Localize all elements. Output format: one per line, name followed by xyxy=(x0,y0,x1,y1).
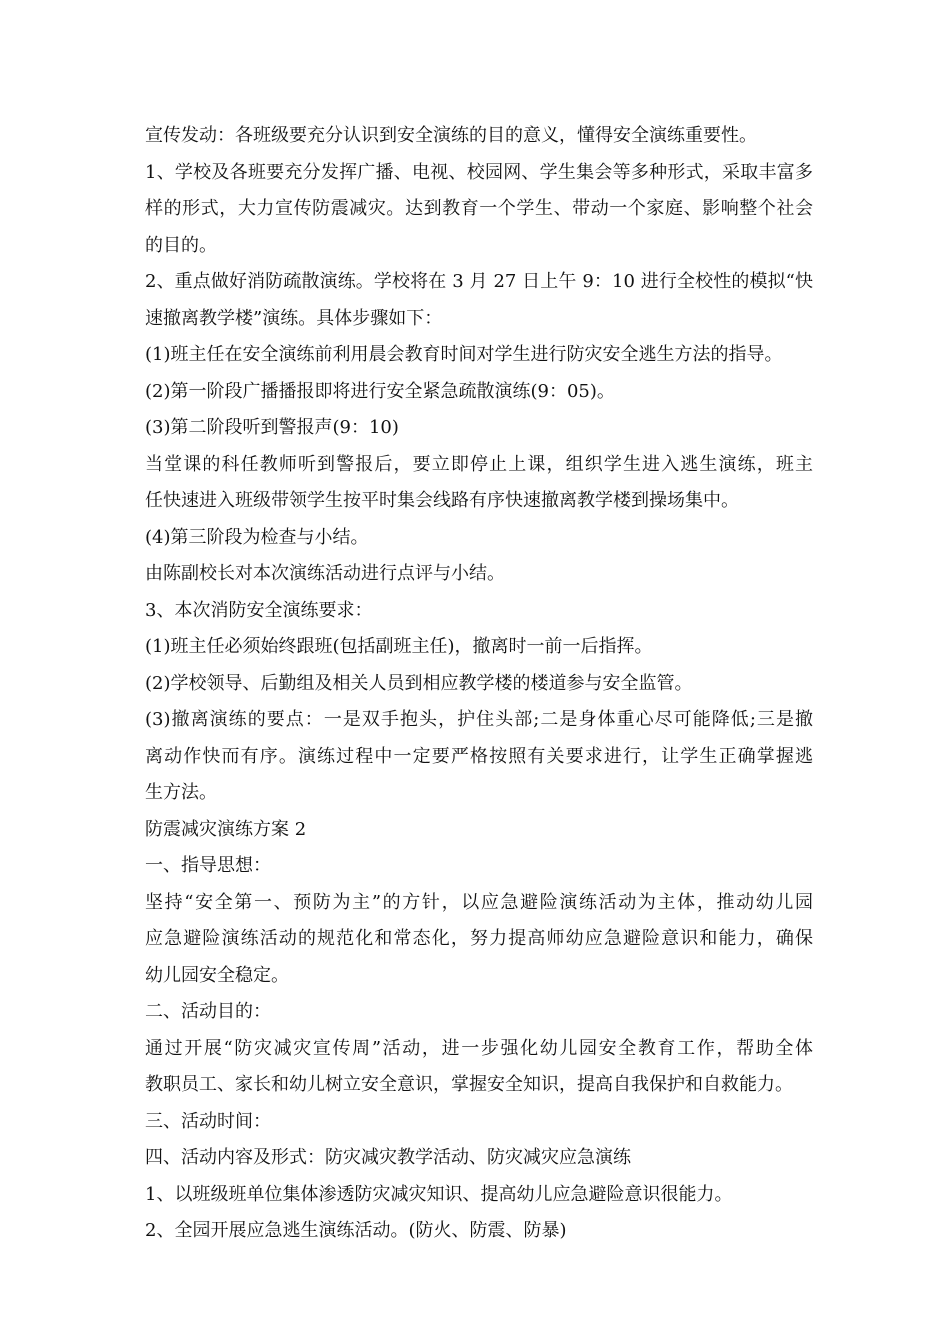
paragraph-line: 当堂课的科任教师听到警报后，要立即停止上课，组织学生进入逃生演练，班主 xyxy=(145,453,813,475)
paragraph-line: 幼儿园安全稳定。 xyxy=(145,964,289,986)
paragraph-line: 1、以班级班单位集体渗透防灾减灾知识、提高幼儿应急避险意识很能力。 xyxy=(145,1183,733,1205)
section-heading: 一、指导思想： xyxy=(145,855,271,876)
paragraph-line: (2)学校领导、后勤组及相关人员到相应教学楼的楼道参与安全监管。 xyxy=(145,672,693,694)
section-heading: 3、本次消防安全演练要求： xyxy=(145,599,373,621)
paragraph-line: (3)撤离演练的要点：一是双手抱头，护住头部;二是身体重心尽可能降低;三是撤 xyxy=(145,709,813,730)
paragraph-line: 任快速进入班级带领学生按平时集会线路有序快速撤离教学楼到操场集中。 xyxy=(145,490,739,511)
paragraph-line: 的目的。 xyxy=(145,234,217,256)
paragraph-line: 样的形式，大力宣传防震减灾。达到教育一个学生、带动一个家庭、影响整个社会 xyxy=(145,198,813,219)
paragraph-line: (1)班主任在安全演练前利用晨会教育时间对学生进行防灾安全逃生方法的指导。 xyxy=(145,344,783,365)
paragraph-line: 教职员工、家长和幼儿树立安全意识，掌握安全知识，提高自我保护和自救能力。 xyxy=(145,1074,793,1095)
section-heading: 四、活动内容及形式：防灾减灾教学活动、防灾减灾应急演练 xyxy=(145,1147,631,1168)
paragraph-line: 坚持“安全第一、预防为主”的方针，以应急避险演练活动为主体，推动幼儿园 xyxy=(145,891,813,913)
paragraph-line: (4)第三阶段为检查与小结。 xyxy=(145,526,369,548)
paragraph-line: 速撤离教学楼”演练。具体步骤如下： xyxy=(145,307,443,329)
paragraph-line: (2)第一阶段广播播报即将进行安全紧急疏散演练(9：05)。 xyxy=(145,380,615,402)
paragraph-line: 生方法。 xyxy=(145,782,217,803)
paragraph-line: (1)班主任必须始终跟班(包括副班主任)，撤离时一前一后指挥。 xyxy=(145,636,653,657)
section-heading: 三、活动时间： xyxy=(145,1110,271,1132)
paragraph-line: 2、重点做好消防疏散演练。学校将在 3 月 27 日上午 9：10 进行全校性的模拟“快 xyxy=(145,271,813,292)
paragraph-line: 应急避险演练活动的规范化和常态化，努力提高师幼应急避险意识和能力，确保 xyxy=(145,928,813,949)
paragraph-line: (3)第二阶段听到警报声(9：10) xyxy=(145,417,399,438)
document-body xyxy=(145,118,813,1250)
paragraph-line: 通过开展“防灾减灾宣传周”活动，进一步强化幼儿园安全教育工作，帮助全体 xyxy=(145,1037,813,1059)
section-heading: 二、活动目的： xyxy=(145,1001,271,1022)
paragraph-line: 由陈副校长对本次演练活动进行点评与小结。 xyxy=(145,563,505,584)
paragraph-line: 2、全园开展应急逃生演练活动。(防火、防震、防暴) xyxy=(145,1220,567,1241)
paragraph-line: 离动作快而有序。演练过程中一定要严格按照有关要求进行，让学生正确掌握逃 xyxy=(145,745,813,767)
paragraph-line: 宣传发动：各班级要充分认识到安全演练的目的意义，懂得安全演练重要性。 xyxy=(145,125,757,146)
document-title: 防震减灾演练方案 2 xyxy=(145,818,307,840)
paragraph-line: 1、学校及各班要充分发挥广播、电视、校园网、学生集会等多种形式，采取丰富多 xyxy=(145,161,813,183)
